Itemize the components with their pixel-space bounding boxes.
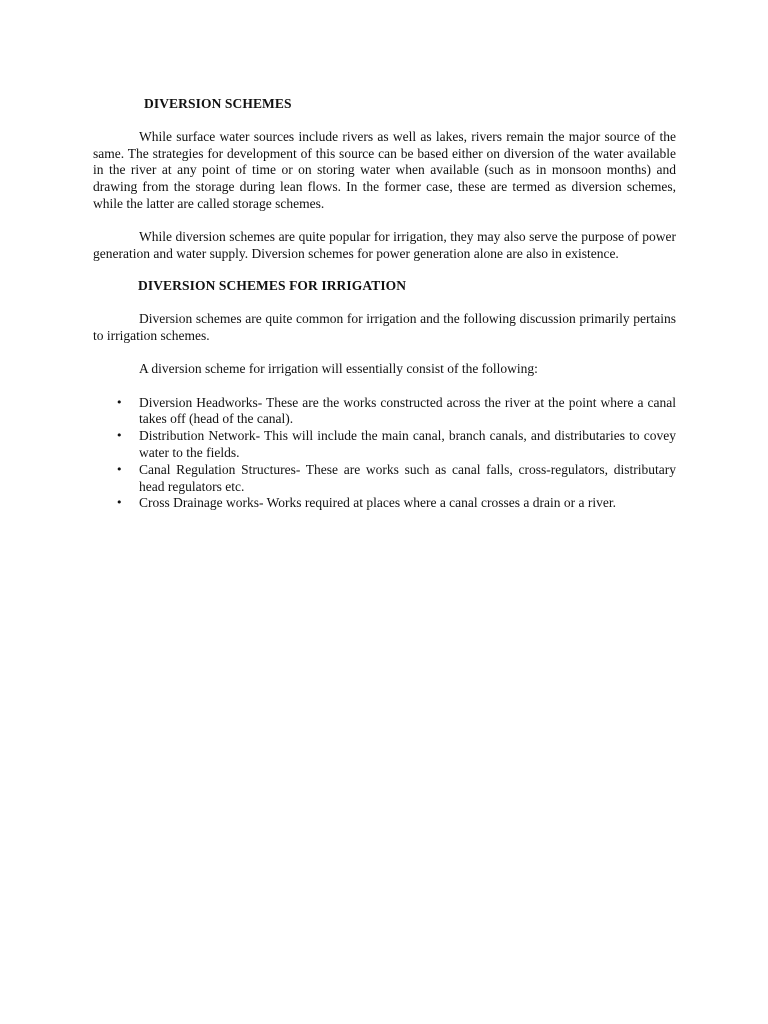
paragraph-irrigation-discussion: Diversion schemes are quite common for irrigation and the following discussion primarily pertains to irrigation schemes. [93,311,676,343]
list-item [93,495,676,512]
paragraph-surface-water-sources: While surface water sources include rivers as well as lakes, rivers remain the major source of the same. The strategies for development of this source can be based either on diversion of the water available in the river at any point of time or on storing water when available (such as in monsoon months) and drawing from the storage during lean flows. In the former case, these are termed as diversion schemes, while the latter are called storage schemes. [93,128,676,211]
list-item-text: Diversion Headworks- These are the works constructed across the river at the point where a canal takes off (head of the canal). [139,394,676,427]
list-item [93,395,676,429]
document-page [93,96,676,512]
bullet-icon: • [116,429,123,443]
list-item-text: Distribution Network- This will include the main canal, branch canals, and distributaries to covey water to the fields. [139,428,676,460]
paragraph-scheme-components-intro: A diversion scheme for irrigation will essentially consist of the following: [139,360,538,376]
list-item [93,428,676,462]
bullet-icon: • [116,496,123,510]
component-list [93,395,676,513]
bullet-icon: • [116,395,123,409]
list-item-text: Canal Regulation Structures- These are works such as canal falls, cross-regulators, distributary head regulators etc. [139,461,676,494]
section-heading-diversion-for-irrigation: DIVERSION SCHEMES FOR IRRIGATION [138,278,407,294]
list-item [93,462,676,496]
list-item-text: Cross Drainage works- Works required at places where a canal crosses a drain or a river. [139,495,616,511]
paragraph-diversion-uses: While diversion schemes are quite popular for irrigation, they may also serve the purpose of power generation and water supply. Diversion schemes for power generation alone are also in existence. [93,228,676,261]
section-heading-diversion-schemes: DIVERSION SCHEMES [144,96,292,111]
bullet-icon: • [116,462,123,476]
